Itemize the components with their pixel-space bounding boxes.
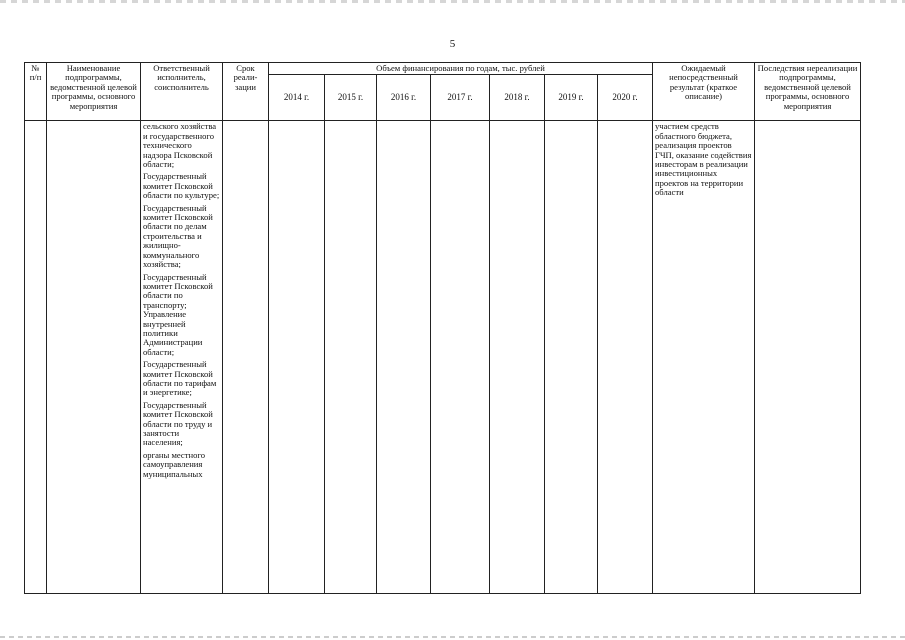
table-row: [25, 121, 861, 594]
executor-item: Государственный комитет Псковской области по делам строительства и жилищно-коммунального хозяйства;: [143, 202, 213, 270]
executor-item: Государственный комитет Псковской области по транспорту; Управление внутренней политики Администрации области;: [143, 271, 213, 357]
cell-year-2019: [545, 121, 598, 594]
year-header: 2017 г.: [431, 75, 490, 121]
col-header-consequences: Последствия нереализации подпрограммы, ведомственной целевой программы, основного мероприятия: [755, 63, 861, 121]
cell-term: [223, 121, 269, 594]
page-number: 5: [449, 38, 456, 50]
cell-name: [47, 121, 141, 594]
cell-consequences: [755, 121, 861, 594]
cell-num: [25, 121, 47, 594]
cell-year-2014: [269, 121, 325, 594]
year-header: 2016 г.: [377, 75, 431, 121]
cell-expected: участием средств областного бюджета, реализация проектов ГЧП, оказание содействия инвесторам в реализации инвестиционных проектов на территории области: [653, 121, 755, 594]
col-header-executor: Ответственный исполнитель, соисполнитель: [141, 63, 223, 121]
cell-year-2016: [377, 121, 431, 594]
year-header: 2020 г.: [598, 75, 653, 121]
year-header: 2014 г.: [269, 75, 325, 121]
program-table: [24, 62, 861, 594]
year-header: 2015 г.: [325, 75, 377, 121]
scan-edge-bottom: [0, 636, 905, 638]
col-header-term: Срок реали-зации: [223, 63, 269, 121]
executor-item: Государственный комитет Псковской области по культуре;: [143, 171, 220, 201]
executor-item: органы местного самоуправления муниципальных: [143, 449, 205, 479]
col-header-financing: Объем финансирования по годам, тыс. рублей: [269, 63, 653, 75]
executor-item: Государственный комитет Псковской области по тарифам и энергетике;: [143, 359, 217, 398]
col-header-num: № п/п: [25, 63, 47, 121]
col-header-name: Наименование подпрограммы, ведомственной целевой программы, основного мероприятия: [47, 63, 141, 121]
cell-year-2020: [598, 121, 653, 594]
year-header: 2019 г.: [545, 75, 598, 121]
cell-year-2015: [325, 121, 377, 594]
scan-edge-top: [0, 0, 905, 3]
cell-year-2017: [431, 121, 490, 594]
col-header-expected: Ожидаемый непосредственный результат (краткое описание): [653, 63, 755, 121]
executor-item: сельского хозяйства и государственного технического надзора Псковской области;: [143, 121, 217, 170]
header-row-1: [25, 63, 861, 75]
year-header: 2018 г.: [490, 75, 545, 121]
executor-item: Государственный комитет Псковской области по труду и занятости населения;: [143, 399, 213, 448]
cell-executors: [141, 121, 223, 594]
cell-year-2018: [490, 121, 545, 594]
